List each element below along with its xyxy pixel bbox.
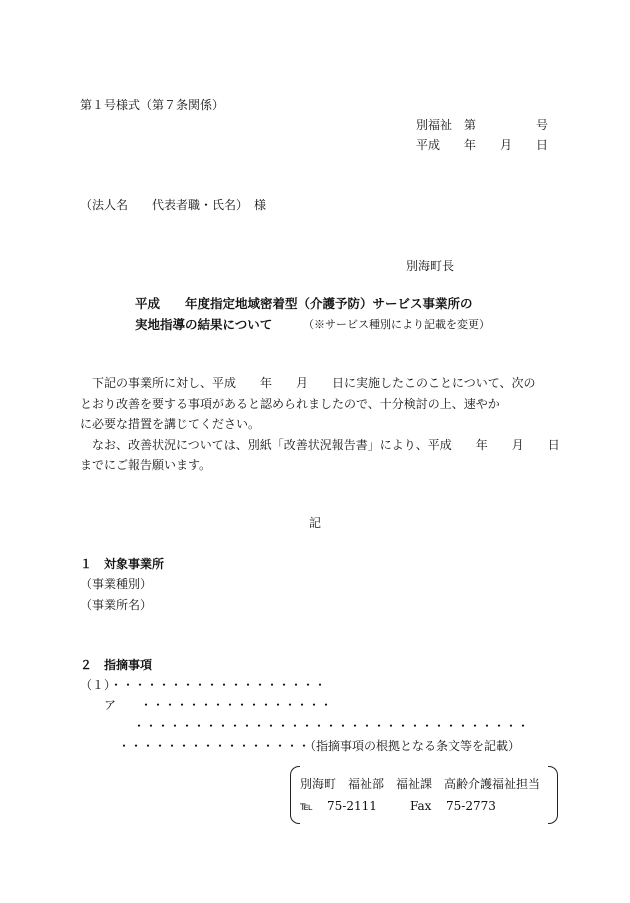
finding-line-4: ・・・・・・・・・・・・・・・・（指摘事項の根拠となる条文等を記載） xyxy=(118,739,521,753)
left-bracket xyxy=(290,766,300,824)
right-bracket xyxy=(548,766,558,824)
body-line: 下記の事業所に対し、平成 年 月 日に実施したこのことについて、次の xyxy=(92,376,536,390)
tel-label: ℡ xyxy=(300,799,313,813)
section-1-item-name: （事業所名） xyxy=(80,598,153,612)
finding-line-2: ア ・・・・・・・・・・・・・・・・ xyxy=(104,698,333,712)
document-title-line1: 平成 年度指定地域密着型（介護予防）サービス事業所の xyxy=(135,296,473,311)
body-line: なお、改善状況については、別紙「改善状況報告書」により、平成 年 月 日 xyxy=(92,438,560,452)
sender: 別海町長 xyxy=(406,259,455,273)
body-line: とおり改善を要する事項があると認められましたので、十分検討の上、速やか xyxy=(80,397,500,411)
section-1-heading: １ 対象事業所 xyxy=(80,557,165,571)
body-line: に必要な措置を講じてください。 xyxy=(80,417,261,431)
tel-number: 75-2111 xyxy=(327,799,377,813)
section-1-item-type: （事業種別） xyxy=(80,577,153,591)
section-2-heading: ２ 指摘事項 xyxy=(80,658,153,672)
finding-line-3: ・・・・・・・・・・・・・・・・・・・・・・・・・・・・・・・・・ xyxy=(133,719,530,733)
finding-line-1: （１）・・・・・・・・・・・・・・・・・・ xyxy=(80,678,327,692)
body-line: までにご報告願います。 xyxy=(80,458,212,472)
form-number: 第１号様式（第７条関係） xyxy=(80,98,225,112)
fax-label: Fax xyxy=(410,799,432,813)
document-number: 別福祉 第 号 xyxy=(416,118,549,132)
ki-heading: 記 xyxy=(309,516,322,530)
addressee: （法人名 代表者職・氏名） 様 xyxy=(80,198,267,212)
contact-department: 別海町 福祉部 福祉課 高齢介護福祉担当 xyxy=(300,777,541,791)
title-note: （※サービス種別により記載を変更） xyxy=(303,318,490,331)
document-title-line2: 実地指導の結果について xyxy=(135,317,273,332)
fax-number: 75-2773 xyxy=(446,799,496,813)
document-date: 平成 年 月 日 xyxy=(416,138,549,152)
contact-box xyxy=(290,766,558,824)
